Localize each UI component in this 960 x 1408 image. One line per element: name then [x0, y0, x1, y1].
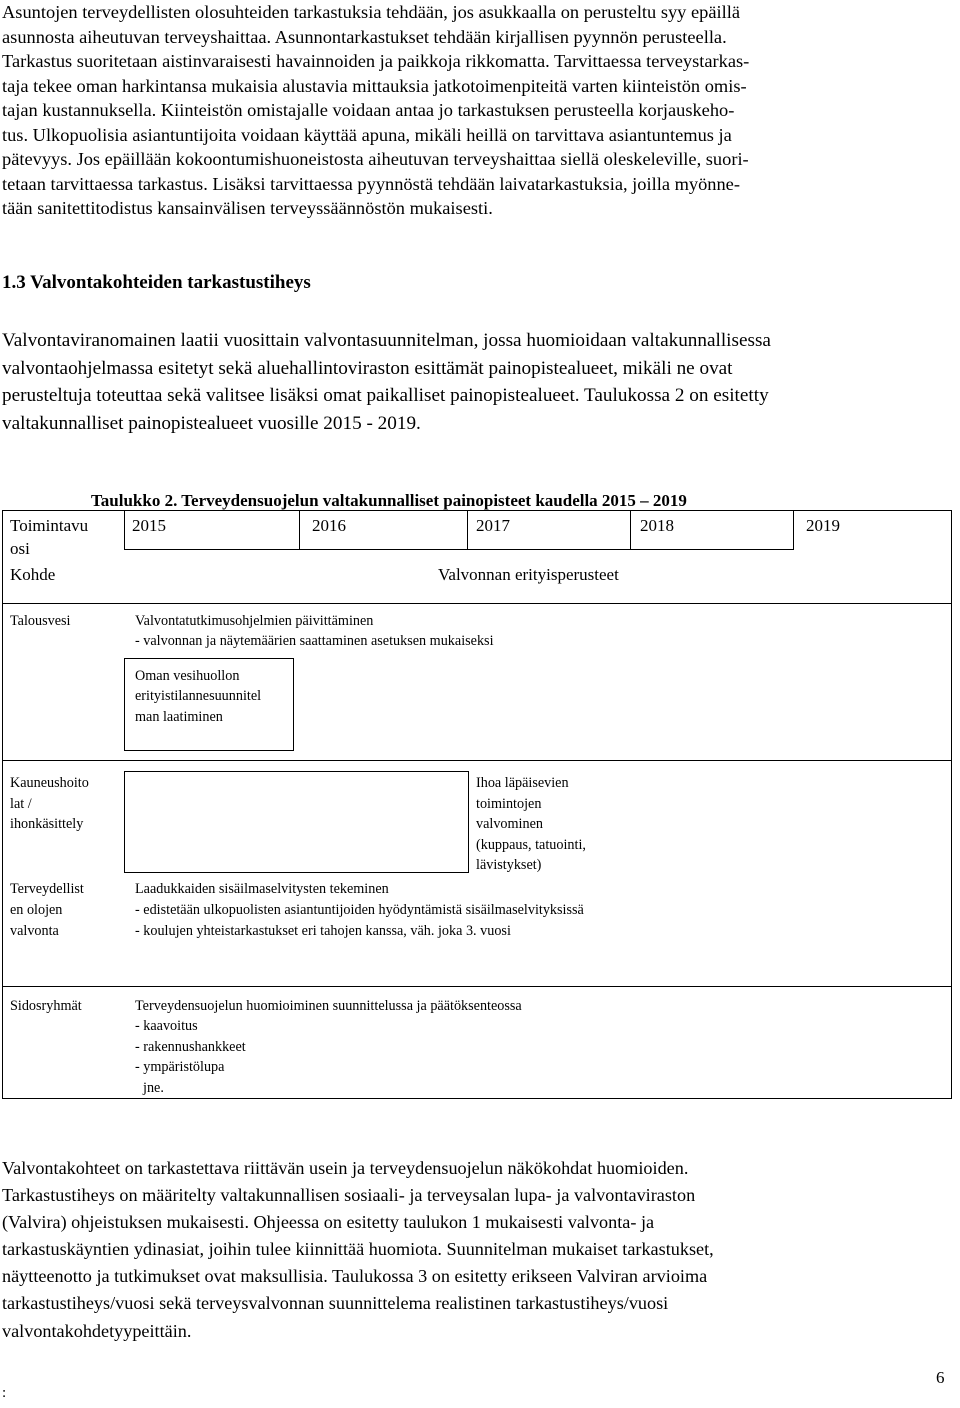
row-label-talousvesi: Talousvesi: [10, 613, 71, 629]
kauneus-line: Ihoa läpäisevien: [476, 775, 569, 791]
table-rule: [468, 771, 469, 873]
terveydellisten-line: - koulujen yhteistarkastukset eri tahojen kanssa, väh. joka 3. vuosi: [135, 923, 511, 939]
table-rule: [124, 771, 125, 873]
closing-line: tarkastuskäyntien ydinasiat, joihin tulee kiinnittää huomiota. Suunnitelman mukaiset tarkastukset,: [2, 1239, 714, 1260]
row-label-terveydellisten: valvonta: [10, 923, 59, 939]
page-number: 6: [936, 1368, 945, 1387]
sidosryhmat-line: Terveydensuojelun huomioiminen suunnittelussa ja päätöksenteossa: [135, 998, 522, 1014]
closing-line: Tarkastustiheys on määritelty valtakunnallisen sosiaali- ja terveysalan lupa- ja valvontaviraston: [2, 1185, 696, 1206]
header-column-label: osi: [10, 539, 30, 558]
table-rule: [124, 872, 469, 873]
footer-mark: :: [2, 1385, 7, 1401]
table-rule: [124, 658, 125, 751]
intro-line: tetaan tarvittaessa tarkastus. Lisäksi tarvittaessa pyynnöstä tehdään laivatarkastuksia, joilla myönne-: [2, 173, 740, 194]
intro-line: taja tekee oman harkintansa mukaisia alustavia mittauksia jatkotoimenpiteitä varten kiinteistön omis-: [2, 75, 747, 96]
table-rule: [630, 510, 631, 550]
kauneus-line: valvominen: [476, 816, 543, 832]
closing-line: valvontakohdetyypeittäin.: [2, 1320, 192, 1341]
sidosryhmat-line: jne.: [143, 1080, 164, 1096]
intro-line: pätevyys. Jos epäillään kokoontumishuoneistosta aiheutuvan terveyshaittaa siellä oleskeleville, suori-: [2, 149, 749, 169]
intro-line: tään sanitettitodistus kansainvälisen terveyssäännöstön mukaisesti.: [2, 198, 493, 218]
table-rule: [2, 510, 3, 1099]
row-label-kauneus: ihonkäsittely: [10, 816, 84, 832]
criteria-label: Valvonnan erityisperusteet: [438, 565, 619, 584]
section-line: valtakunnalliset painopistealueet vuosille 2015 - 2019.: [2, 412, 421, 434]
kauneus-line: lävistykset): [476, 857, 542, 873]
talousvesi-box-line: man laatiminen: [135, 709, 223, 725]
kauneus-line: (kuppaus, tatuointi,: [476, 837, 586, 853]
closing-line: näytteenotto ja tutkimukset ovat maksullisia. Taulukossa 3 on esitetty erikseen Valviran arvioima: [2, 1266, 708, 1287]
sidosryhmat-line: - rakennushankkeet: [135, 1039, 246, 1055]
sidosryhmat-line: - kaavoitus: [135, 1018, 198, 1034]
row-label-terveydellisten: Terveydellist: [10, 881, 84, 897]
intro-line: tus. Ulkopuolisia asiantuntijoita voidaan käyttää apuna, mikäli heillä on tarvittava asiantuntemus ja: [2, 124, 732, 145]
intro-line: asunnosta aiheutuvan terveyshaittaa. Asunnontarkastukset tehdään kirjallisen pyynnön perusteella.: [2, 26, 727, 47]
table-rule: [124, 658, 294, 659]
terveydellisten-line: - edistetään ulkopuolisten asiantuntijoiden hyödyntämistä sisäilmaselvityksissä: [135, 902, 584, 918]
intro-line: Asuntojen terveydellisten olosuhteiden tarkastuksia tehdään, jos asukkaalla on perusteltu syy epäillä: [2, 2, 740, 22]
intro-line: tajan kustannuksella. Kiinteistön omistajalle voidaan antaa jo tarkastuksen perusteella korjauskeho-: [2, 100, 735, 120]
talousvesi-line: Valvontatutkimusohjelmien päivittäminen: [135, 613, 374, 629]
table-rule: [951, 510, 952, 1099]
year-2015: 2015: [132, 516, 166, 535]
row-label-kauneus: lat /: [10, 796, 32, 812]
closing-line: tarkastustiheys/vuosi sekä terveysvalvonnan suunnittelema realistinen tarkastustiheys/vuosi: [2, 1293, 669, 1314]
table-rule: [467, 510, 468, 550]
intro-line: Tarkastus suoritetaan aistinvaraisesti havainnoiden ja paikkoja rikkomatta. Tarvittaessa terveystarkas-: [2, 51, 750, 71]
row-label-terveydellisten: en olojen: [10, 902, 63, 918]
priorities-table: [2, 510, 952, 1099]
section-paragraph: [2, 327, 952, 437]
section-line: perusteltuja toteuttaa sekä valitsee lisäksi omat paikalliset painopistealueet. Taulukossa 2 on esitetty: [2, 385, 769, 406]
talousvesi-box-line: erityistilannesuunnitel: [135, 688, 262, 704]
table-rule: [299, 510, 300, 550]
row-label-kauneus: Kauneushoito: [10, 775, 89, 791]
closing-paragraph: [2, 1155, 952, 1345]
table-rule: [124, 510, 125, 550]
row-label-sidosryhmat: Sidosryhmät: [10, 998, 82, 1014]
table-rule: [2, 760, 952, 761]
table-rule: [793, 510, 794, 550]
sidosryhmat-line: - ympäristölupa: [135, 1059, 225, 1075]
year-2017: 2017: [476, 516, 510, 535]
kauneus-line: toimintojen: [476, 796, 542, 812]
terveydellisten-line: Laadukkaiden sisäilmaselvitysten tekeminen: [135, 881, 389, 897]
table-rule: [124, 750, 294, 751]
talousvesi-box-line: Oman vesihuollon: [135, 668, 240, 684]
section-line: valvontaohjelmassa esitetyt sekä aluehallintoviraston esittämät painopistealueet, mikäli ne ovat: [2, 357, 733, 379]
table-rule: [293, 658, 294, 751]
table-rule: [2, 510, 952, 511]
talousvesi-line: - valvonnan ja näytemäärien saattaminen asetuksen mukaiseksi: [135, 633, 494, 649]
table-rule: [2, 986, 952, 987]
year-2016: 2016: [312, 516, 346, 535]
section-heading: 1.3 Valvontakohteiden tarkastustiheys: [2, 272, 311, 293]
table-rule: [124, 771, 469, 772]
intro-paragraph: [2, 0, 952, 221]
kohde-label: Kohde: [10, 565, 56, 584]
year-2018: 2018: [640, 516, 674, 535]
closing-line: Valvontakohteet on tarkastettava riittävän usein ja terveydensuojelun näkökohdat huomioiden.: [2, 1158, 689, 1178]
table-rule: [124, 549, 794, 550]
table-caption: Taulukko 2. Terveydensuojelun valtakunnalliset painopisteet kaudella 2015 – 2019: [91, 491, 687, 510]
year-2019: 2019: [806, 516, 840, 535]
header-column-label: Toimintavu: [10, 516, 89, 535]
section-line: Valvontaviranomainen laatii vuosittain valvontasuunnitelman, jossa huomioidaan valtakunnallisessa: [2, 330, 771, 351]
table-rule: [2, 603, 952, 604]
closing-line: (Valvira) ohjeistuksen mukaisesti. Ohjeessa on esitetty taulukon 1 mukaisesti valvonta- ja: [2, 1212, 655, 1233]
